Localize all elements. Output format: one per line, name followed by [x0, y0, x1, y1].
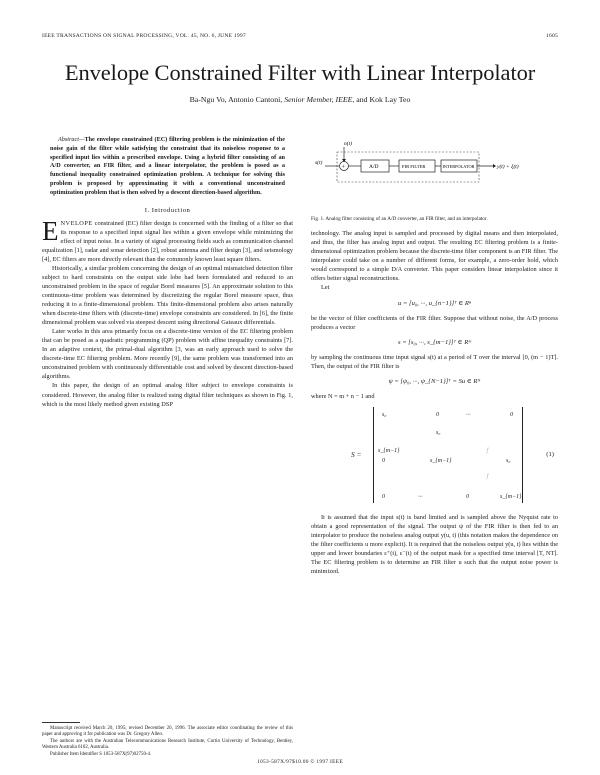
footnote-identifier: Publisher Item Identifier S 1053-587X(97)02750-4. [50, 751, 152, 757]
matrix-entry: s_{m−1} [430, 457, 452, 464]
matrix-entry: 0 [382, 493, 385, 500]
right-column [311, 136, 558, 576]
output-label: y(t) + ξ(t) [497, 164, 519, 170]
matrix-entry: s₀ [382, 411, 387, 418]
matrix-entry: ⋮ [484, 447, 490, 454]
right-paragraph-1: technology. The analog input is sampled and processed by digital means and then interpolated, and thus, the filter has analog input and output. The resulting EC filtering problem is a finite-dimensional optimization problem because the discrete-time filter component is an FIR filter. The interpolator could take on a number of different forms, for example, a zero-order hold, which would correspond to a simple D/A converter. This paper considers linear interpolation since it offers better signal reconstructions. [311, 230, 558, 283]
matrix-entry: ··· [466, 411, 471, 418]
matrix-entry: 0 [466, 493, 469, 500]
footnotes [42, 726, 293, 758]
matrix-entry: s_{m−1} [378, 447, 400, 454]
running-head [42, 33, 558, 43]
matrix-entry: s₀ [506, 457, 511, 464]
intro-first-word: NVELOPE [60, 219, 93, 227]
matrix-entry: ⋮ [484, 473, 490, 480]
author-last: and Kok Lay Teo [356, 95, 411, 104]
block-diagram [311, 136, 558, 214]
right-paragraph-4: It is assumed that the input s(t) is band limited and is sampled above the Nyquist rate to obtain a good representation of the signal. The output ψ of the FIR filter is then fed to an interpolator to produce the noiseless analog output y(u, t) (this notation makes the dependence on the filter coefficients u more explicit). It is required that the noiseless output y(u, t) lies within the upper and lower boundaries ε⁺(t), ε⁻(t) of the output mask for a specified time interval [T, NT]. The EC filtering problem is to determine an FIR filter u such that the output noise power is minimized. [311, 513, 558, 576]
matrix-entry: s_{m−1} [500, 493, 522, 500]
matrix-equation [311, 405, 558, 505]
right-paragraph-2: be the vector of filter coefficients of the FIR filter. Suppose that without noise, the A/D process produces a vector [311, 314, 558, 331]
output-arrowhead [493, 164, 496, 168]
author-line [0, 95, 600, 104]
intro-paragraph-2: Historically, a similar problem concerning the design of an optimal mismatched detection filter subject to hard constraints on the output side lobe had been formulated and reduced to an unconstrained problem in the space of regular Borel measures [5]. An approximate solution to this continuous-time problem was determined by discretizing the regular Borel measure space, thus reducing it to a finite-dimensional problem. This finite-dimensional problem also arises naturally when discrete-time filters with (discrete-time) envelope constraints are considered. In [6], the finite dimensional problem was solved via steepest descent using directional Gateaux differentials. [42, 264, 293, 327]
left-column [42, 136, 293, 409]
let-text: Let [321, 284, 330, 292]
intro-paragraph-3: Later works in this area primarily focus on a discrete-time version of the EC filtering problem that can be posed as a quadratic programming (QP) problem with affine inequality constraints [7]. In an adaptive context, the primal-dual algorithm [3, was an early approach used to solve the discrete-time EC filtering problem. More recently [9], the same problem was transformed into an unconstrained problem with continuously differentiable cost and solved by descent direction-based algorithms. [42, 328, 293, 381]
where-text: where N = m + n − 1 and [311, 392, 375, 400]
intro-p1-text: constrained (EC) filter design is concerned with the finding of a filter so that its response to a specified input signal lies within a given envelope while minimizing the effect of input noise. In a variety of signal processing fields such as communication channel equalization [1], radar and sonar detection [2], robust antenna and filter design [3], and seismology [4], EC filters are more directly relevant than the commonly known least square filters. [42, 219, 293, 263]
matrix-entry: ··· [418, 493, 423, 500]
input-label: s(t) [315, 160, 323, 166]
matrix-entry: s₀ [436, 429, 441, 436]
equation-s: s = [s₀, ···, s_{m−1}]ᵀ ∈ Rᵐ [398, 338, 471, 346]
interpolator-label: INTERPOLATOR [442, 164, 475, 169]
abstract [42, 136, 293, 198]
noise-label: n(t) [344, 141, 352, 147]
author-role: Senior Member, IEEE, [284, 95, 355, 104]
section-heading-introduction: I. Introduction [144, 206, 191, 214]
plus-sign: + [341, 164, 345, 171]
footnote-rule [42, 722, 80, 723]
intro-paragraph-4: In this paper, the design of an optimal analog filter subject to envelope constraints is considered. However, the analog filter is realized using digital filter techniques as shown in Fig. 1, which is the most likely method given existing DSP [42, 382, 293, 408]
equation-u: u = [u₀, ···, u_{n−1}]ᵀ ∈ Rⁿ [397, 299, 472, 307]
page-number: 1605 [546, 33, 558, 39]
copyright-code: 1053-587X/97$10.00 © 1997 IEEE [257, 759, 343, 765]
matrix-entry: 0 [436, 411, 439, 418]
ad-label: A/D [369, 164, 379, 170]
toeplitz-matrix [373, 407, 523, 503]
right-paragraph-3: by sampling the continuous time input signal s(t) at a period of T over the interval [0, (m − 1)T]. Then, the output of the FIR filter is [311, 353, 558, 370]
fir-label: FIR FILTER [402, 164, 426, 169]
drop-cap: E [42, 215, 59, 246]
abstract-lead: Abstract— [58, 136, 85, 143]
footnote-manuscript: Manuscript received March 20, 1995; revised December 20, 1996. The associate editor coordinating the review of this paper and approving it for publication was Dr. Gregory Allen. [42, 726, 293, 738]
paper-title: Envelope Constrained Filter with Linear Interpolator [64, 60, 536, 85]
figure-caption: Fig. 1. Analog filter consisting of an A/D converter, an FIR filter, and an interpolator. [311, 216, 488, 222]
figure-1 [311, 136, 558, 214]
equation-psi: ψ = [ψ₀, ···, ψ_{N−1}]ᵀ = Su ∈ Rᴺ [388, 377, 481, 385]
footnote-affiliation: The authors are with the Australian Telecommunications Research Institute, Curtin University of Technology, Bentley, Western Australia 6102, Australia. [42, 738, 293, 751]
journal-header: IEEE TRANSACTIONS ON SIGNAL PROCESSING, VOL. 45, NO. 6, JUNE 1997 [42, 33, 246, 39]
equation-number: (1) [546, 450, 554, 458]
abstract-text: The envelope constrained (EC) filtering problem is the minimization of the noise gain of the filter while satisfying the constraint that its noiseless response to a specified input lies within a prescribed envelope. Using a hybrid filter consisting of an A/D converter, an FIR filter, and a linear interpolator, the problem is posed as a functional inequality constrained optimization problem. A technique for solving this problem is proposed by approximating it with a conventional unconstrained optimization problem that is then solved by a descent direction-based algorithm. [50, 136, 285, 196]
author-names: Ba-Ngu Vo, Antonio Cantoni, [189, 95, 283, 104]
matrix-entry: 0 [382, 457, 385, 464]
intro-paragraph-1 [42, 215, 293, 264]
matrix-entry: 0 [510, 411, 513, 418]
matrix-label: S = [351, 449, 362, 459]
